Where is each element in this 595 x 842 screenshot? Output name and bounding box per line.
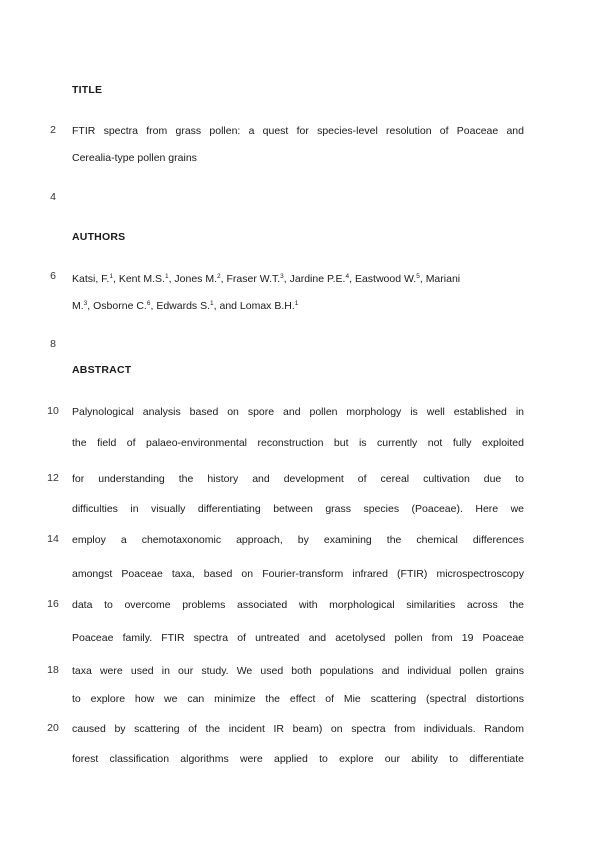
affiliation-sup: 4 xyxy=(345,273,350,280)
affiliation-sup: 1 xyxy=(109,273,113,280)
abstract-line: amongst Poaceae taxa, based on Fourier-transform infrared (FTIR) microspectroscopy xyxy=(72,568,524,580)
author-name: Edwards S. xyxy=(156,300,211,312)
abstract-line: caused by scattering of the incident IR beam) on spectra from individuals. Random xyxy=(72,723,524,735)
title-line: Cerealia-type pollen grains xyxy=(72,152,197,164)
authors-line-1: Katsi, F.$^1$, Kent M.S.$^1$, Jones M.$^2$, Fraser W.T.$^3$, Jardine P.E.$^4$, Eastwood W.$^5$, Mariani xyxy=(72,273,461,285)
author-name: Katsi, F. xyxy=(72,273,110,285)
line-number: 20 xyxy=(47,722,59,734)
author-name: Fraser W.T. xyxy=(226,273,281,285)
authors-line-2: M.$^3$, Osborne C.$^6$, Edwards S.$^1$, and Lomax B.H.$^1$ xyxy=(72,300,299,312)
abstract-heading: ABSTRACT xyxy=(72,364,132,376)
author-name: Osborne C. xyxy=(93,300,147,312)
abstract-line: to explore how we can minimize the effect of Mie scattering (spectral distortions xyxy=(72,693,524,705)
line-number: 4 xyxy=(50,191,56,203)
affiliation-sup: 1 xyxy=(210,300,214,307)
author-name: M. xyxy=(72,300,84,312)
line-number: 12 xyxy=(47,472,59,484)
author-name: and Lomax B.H. xyxy=(219,300,295,312)
line-number: 18 xyxy=(47,664,59,676)
abstract-line: data to overcome problems associated with morphological similarities across the xyxy=(72,599,524,611)
line-number: 2 xyxy=(50,124,56,136)
authors-heading: AUTHORS xyxy=(72,231,126,243)
author-name: Jones M. xyxy=(174,273,218,285)
title-line: FTIR spectra from grass pollen: a quest for species-level resolution of Poaceae and xyxy=(72,125,524,137)
title-heading: TITLE xyxy=(72,84,103,96)
affiliation-sup: 6 xyxy=(146,300,151,307)
line-number: 16 xyxy=(47,598,59,610)
abstract-line: forest classification algorithms were applied to explore our ability to differentiate xyxy=(72,753,524,765)
affiliation-sup: 5 xyxy=(416,273,420,280)
affiliation-sup: 1 xyxy=(164,273,169,280)
abstract-line: for understanding the history and development of cereal cultivation due to xyxy=(72,473,524,485)
affiliation-sup: 3 xyxy=(280,273,284,280)
line-number: 8 xyxy=(50,338,56,350)
abstract-line: difficulties in visually differentiating between grass species (Poaceae). Here we xyxy=(72,503,524,515)
abstract-line: Poaceae family. FTIR spectra of untreated and acetolysed pollen from 19 Poaceae xyxy=(72,632,524,644)
abstract-line: Palynological analysis based on spore and pollen morphology is well established in xyxy=(72,406,524,418)
line-number: 14 xyxy=(47,533,59,545)
author-name: Eastwood W. xyxy=(354,273,417,285)
affiliation-sup: 1 xyxy=(294,300,299,307)
line-number: 6 xyxy=(50,270,56,282)
affiliation-sup: 2 xyxy=(217,273,221,280)
author-name: Mariani xyxy=(425,273,461,285)
abstract-line: employ a chemotaxonomic approach, by examining the chemical differences xyxy=(72,534,524,546)
line-number: 10 xyxy=(47,405,59,417)
abstract-line: taxa were used in our study. We used both populations and individual pollen grains xyxy=(72,665,524,677)
author-name: Jardine P.E. xyxy=(289,273,346,285)
author-name: Kent M.S. xyxy=(118,273,165,285)
abstract-line: the field of palaeo-environmental reconstruction but is currently not fully exploited xyxy=(72,437,524,449)
affiliation-sup: 3 xyxy=(83,300,88,307)
